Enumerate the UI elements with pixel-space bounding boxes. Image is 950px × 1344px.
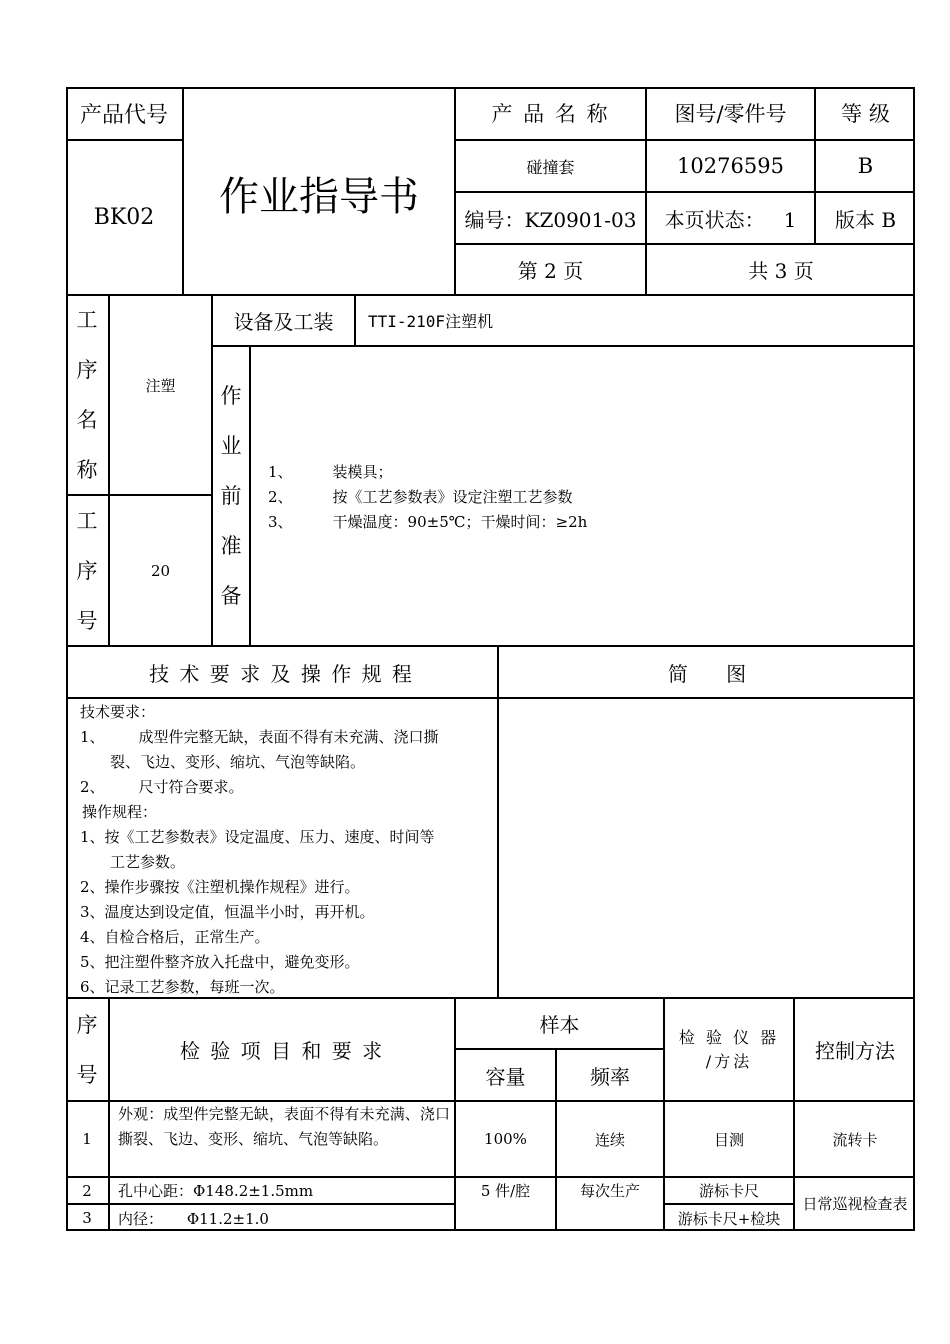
- page-total: 共 3 页: [748, 259, 814, 283]
- shared-frequency: 每次生产: [579, 1182, 640, 1200]
- ops-item-3: 3、温度达到设定值，恒温半小时，再开机。: [80, 903, 375, 921]
- col-capacity-header: 容量: [485, 1064, 526, 1089]
- ops-item-1: 1、按《工艺参数表》设定温度、压力、速度、时间等: [80, 828, 435, 846]
- col-instrument-header: 检 验 仪 器 /方法: [678, 1027, 780, 1071]
- col-sample-header: 样本: [539, 1013, 580, 1037]
- product-name: 碰撞套: [526, 157, 575, 177]
- ops-label: 操作规程：: [82, 803, 158, 821]
- row-item: 内径： Φ11.2±1.0: [118, 1209, 269, 1228]
- tech-item-1: 1、 成型件完整无缺，表面不得有未充满、浇口撕: [80, 728, 439, 746]
- col-control-header: 控制方法: [815, 1039, 895, 1063]
- col-frequency-header: 频率: [590, 1064, 630, 1089]
- equipment-label: 设备及工装: [233, 310, 334, 334]
- row-frequency: 连续: [594, 1130, 625, 1149]
- part-no: 10276595: [677, 154, 784, 178]
- process-name-label: 工 序 名 称: [76, 308, 98, 482]
- row-instrument: 目测: [713, 1130, 744, 1149]
- diagram-area: [499, 699, 915, 997]
- process-name: 注塑: [145, 376, 176, 395]
- tech-item-2: 2、 尺寸符合要求。: [80, 778, 244, 796]
- preparation-label: 作 业 前 准 备: [220, 384, 242, 608]
- equipment: TTI-210F注塑机: [368, 312, 494, 331]
- doc-title: 作业指导书: [219, 173, 419, 220]
- page-current: 第 2 页: [517, 259, 584, 283]
- doc-number: 编号：KZ0901-03: [464, 207, 637, 232]
- row-capacity: 100%: [484, 1130, 527, 1148]
- tech-item-1-cont: 裂、飞边、变形、缩坑、气泡等缺陷。: [110, 753, 366, 771]
- prep-item-1: 1、 装模具；: [268, 463, 393, 481]
- ops-item-4: 4、自检合格后，正常生产。: [80, 928, 270, 946]
- shared-capacity: 5 件/腔: [480, 1182, 531, 1200]
- process-no-label: 工 序 号: [76, 508, 98, 633]
- ops-item-5: 5、把注塑件整齐放入托盘中，避免变形。: [80, 953, 360, 971]
- col-no-header: 序 号: [76, 1012, 98, 1087]
- tech-requirements-label: 技术要求：: [80, 703, 156, 721]
- row-item: 孔中心距：Φ148.2±1.5mm: [118, 1182, 314, 1200]
- product-code: BK02: [93, 205, 155, 230]
- row-no: 3: [82, 1209, 92, 1227]
- process-no: 20: [150, 561, 171, 580]
- prep-item-3: 3、 干燥温度：90±5℃；干燥时间：≥2h: [268, 513, 588, 531]
- ops-item-1-cont: 工艺参数。: [110, 853, 186, 871]
- diagram-heading: 简 图: [667, 661, 747, 686]
- ops-item-6: 6、记录工艺参数，每班一次。: [80, 978, 285, 996]
- product-name-label: 产 品 名 称: [491, 102, 610, 126]
- version: 版本 B: [834, 207, 897, 232]
- product-code-label: 产品代号: [79, 102, 168, 128]
- row-item: 外观：成型件完整无缺，表面不得有未充满、浇口撕裂、飞边、变形、缩坑、气泡等缺陷。: [118, 1105, 450, 1148]
- row-instrument: 游标卡尺: [698, 1182, 759, 1200]
- row-control: 流转卡: [832, 1130, 878, 1149]
- col-item-header: 检 验 项 目 和 要 求: [179, 1039, 385, 1063]
- part-no-label: 图号/零件号: [674, 102, 787, 126]
- prep-item-2: 2、 按《工艺参数表》设定注塑工艺参数: [268, 488, 573, 506]
- shared-control: 日常巡视检查表: [802, 1195, 908, 1213]
- ops-item-2: 2、操作步骤按《注塑机操作规程》进行。: [80, 878, 360, 896]
- row-no: 1: [82, 1130, 92, 1148]
- grade-label: 等 级: [841, 102, 890, 126]
- row-no: 2: [82, 1181, 92, 1200]
- work-instruction-sheet: [66, 87, 915, 1231]
- grade: B: [857, 154, 874, 178]
- page-status: 本页状态： 1: [664, 207, 797, 232]
- requirements-heading: 技 术 要 求 及 操 作 规 程: [149, 661, 414, 686]
- row-instrument: 游标卡尺+检块: [677, 1209, 781, 1228]
